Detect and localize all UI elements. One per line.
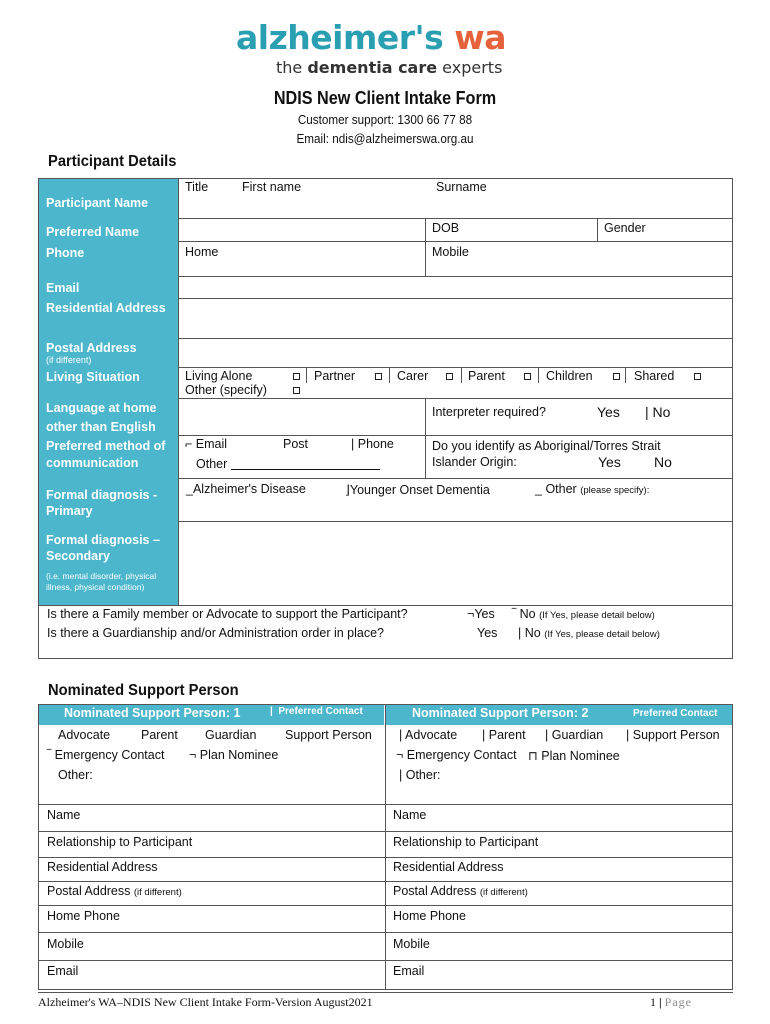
guardianship-yes[interactable]: Yes bbox=[477, 626, 498, 640]
field-first-name[interactable]: First name bbox=[242, 180, 302, 194]
p2-parent[interactable]: | Parent bbox=[482, 728, 526, 742]
aboriginal-question-1: Do you identify as Aboriginal/Torres Strait bbox=[432, 439, 661, 453]
p1-emergency-contact[interactable]: ‾ Emergency Contact bbox=[47, 748, 165, 762]
p2-postal[interactable]: Postal Address (if different) bbox=[393, 884, 528, 898]
p2-mobile[interactable]: Mobile bbox=[393, 937, 430, 951]
preferred-contact-2[interactable]: Preferred Contact bbox=[633, 708, 718, 719]
aboriginal-no[interactable]: No bbox=[654, 454, 672, 470]
p2-relationship[interactable]: Relationship to Participant bbox=[393, 835, 539, 849]
interpreter-no[interactable]: | No bbox=[645, 404, 671, 420]
contact-email: Email: ndis@alzheimerswa.org.au bbox=[296, 131, 474, 146]
label-diagnosis-secondary-2: Secondary bbox=[46, 549, 110, 563]
label-email: Email bbox=[46, 281, 80, 295]
p1-residential[interactable]: Residential Address bbox=[47, 860, 158, 874]
p1-mobile[interactable]: Mobile bbox=[47, 937, 84, 951]
label-phone: Phone bbox=[46, 246, 85, 260]
section-participant-details: Participant Details bbox=[48, 153, 177, 170]
footer-text: Alzheimer's WA–NDIS New Client Intake Form-Version August2021 bbox=[38, 995, 373, 1009]
option-parent[interactable]: Parent bbox=[468, 369, 505, 383]
field-home-phone[interactable]: Home bbox=[185, 245, 219, 259]
p1-relationship[interactable]: Relationship to Participant bbox=[47, 835, 193, 849]
field-mobile[interactable]: Mobile bbox=[432, 245, 469, 259]
option-children[interactable]: Children bbox=[546, 369, 593, 383]
p1-advocate[interactable]: Advocate bbox=[58, 728, 111, 742]
p1-guardian[interactable]: Guardian bbox=[205, 728, 257, 742]
family-advocate-yes[interactable]: ¬Yes bbox=[467, 607, 495, 621]
p2-emergency-contact[interactable]: ¬ Emergency Contact bbox=[396, 748, 517, 762]
option-partner[interactable]: Partner bbox=[314, 369, 355, 383]
page-number: 1 | Page bbox=[650, 995, 692, 1009]
label-residential-address: Residential Address bbox=[46, 301, 166, 315]
field-surname[interactable]: Surname bbox=[436, 180, 487, 194]
label-diagnosis-primary-2: Primary bbox=[46, 504, 93, 518]
option-post-contact[interactable]: Post bbox=[283, 437, 309, 451]
aboriginal-question-2: Islander Origin: bbox=[432, 455, 517, 469]
checkbox-shared[interactable] bbox=[694, 373, 701, 380]
label-diagnosis-note-2: illness, physical condition) bbox=[46, 582, 145, 592]
option-phone-contact[interactable]: | Phone bbox=[351, 437, 394, 451]
p2-name[interactable]: Name bbox=[393, 808, 427, 822]
p1-postal[interactable]: Postal Address (if different) bbox=[47, 884, 182, 898]
label-postal-note: (if different) bbox=[46, 355, 92, 365]
logo bbox=[236, 18, 506, 57]
preferred-contact-1[interactable]: | Preferred Contact bbox=[270, 706, 363, 717]
label-postal-address: Postal Address bbox=[46, 341, 137, 355]
checkbox-other[interactable] bbox=[293, 387, 300, 394]
p1-support-person[interactable]: Support Person bbox=[285, 728, 372, 742]
label-column bbox=[39, 179, 178, 605]
option-alzheimers[interactable]: _Alzheimer's Disease bbox=[186, 482, 306, 496]
p2-advocate[interactable]: | Advocate bbox=[399, 728, 458, 742]
checkbox-partner[interactable] bbox=[375, 373, 382, 380]
label-language-2: other than English bbox=[46, 420, 156, 434]
aboriginal-yes[interactable]: Yes bbox=[598, 454, 621, 470]
customer-support: Customer support: 1300 66 77 88 bbox=[297, 112, 473, 127]
label-preferred-name: Preferred Name bbox=[46, 225, 140, 239]
option-younger-onset[interactable]: ⌋Younger Onset Dementia bbox=[345, 483, 490, 497]
p2-other[interactable]: | Other: bbox=[399, 768, 441, 782]
label-diagnosis-primary-1: Formal diagnosis - bbox=[46, 488, 158, 502]
label-preferred-method-2: communication bbox=[46, 456, 139, 470]
field-dob[interactable]: DOB bbox=[432, 221, 460, 235]
p1-plan-nominee[interactable]: ¬ Plan Nominee bbox=[189, 748, 279, 762]
option-email-contact[interactable]: ⌐ Email bbox=[185, 437, 228, 451]
p1-other[interactable]: Other: bbox=[58, 768, 93, 782]
family-advocate-no[interactable]: ‾ No (If Yes, please detail below) bbox=[512, 607, 655, 621]
option-carer[interactable]: Carer bbox=[397, 369, 429, 383]
field-title[interactable]: Title bbox=[185, 180, 209, 194]
p1-home-phone[interactable]: Home Phone bbox=[47, 909, 120, 923]
p2-residential[interactable]: Residential Address bbox=[393, 860, 504, 874]
header-person-2: Nominated Support Person: 2 Preferred Contact bbox=[386, 705, 732, 725]
option-other-specify[interactable]: Other (specify) bbox=[185, 383, 267, 397]
label-preferred-method-1: Preferred method of bbox=[46, 439, 166, 453]
p2-plan-nominee[interactable]: ⊓ Plan Nominee bbox=[528, 749, 620, 763]
field-gender[interactable]: Gender bbox=[604, 221, 646, 235]
option-living-alone[interactable]: Living Alone bbox=[185, 369, 253, 383]
p2-email[interactable]: Email bbox=[393, 964, 425, 978]
interpreter-yes[interactable]: Yes bbox=[597, 404, 620, 420]
option-shared[interactable]: Shared bbox=[634, 369, 675, 383]
p1-parent[interactable]: Parent bbox=[141, 728, 178, 742]
header-person-1: Nominated Support Person: 1 | Preferred Contact bbox=[39, 705, 384, 725]
form-title: NDIS New Client Intake Form bbox=[273, 88, 497, 108]
logo-text-accent: wa bbox=[454, 18, 507, 57]
family-advocate-question: Is there a Family member or Advocate to support the Participant? bbox=[47, 607, 408, 621]
label-language-1: Language at home bbox=[46, 401, 157, 415]
p2-guardian[interactable]: | Guardian bbox=[545, 728, 604, 742]
label-diagnosis-note-1: (i.e. mental disorder, physical bbox=[46, 571, 157, 581]
p2-support-person[interactable]: | Support Person bbox=[626, 728, 720, 742]
guardianship-question: Is there a Guardianship and/or Administration order in place? bbox=[47, 626, 384, 640]
section-nominated-support: Nominated Support Person bbox=[48, 682, 239, 699]
label-living-situation: Living Situation bbox=[46, 370, 140, 384]
p2-home-phone[interactable]: Home Phone bbox=[393, 909, 466, 923]
checkbox-carer[interactable] bbox=[446, 373, 453, 380]
checkbox-children[interactable] bbox=[613, 373, 620, 380]
interpreter-question: Interpreter required? bbox=[432, 405, 546, 419]
guardianship-no[interactable]: | No (If Yes, please detail below) bbox=[518, 626, 660, 640]
checkbox-living-alone[interactable] bbox=[293, 373, 300, 380]
label-diagnosis-secondary-1: Formal diagnosis – bbox=[46, 533, 160, 547]
p1-email[interactable]: Email bbox=[47, 964, 79, 978]
logo-text-primary: alzheimer's bbox=[236, 18, 444, 57]
option-other-diagnosis[interactable]: _ Other (please specify): bbox=[535, 482, 650, 496]
option-other-contact[interactable]: Other bbox=[196, 457, 228, 471]
p1-name[interactable]: Name bbox=[47, 808, 81, 822]
label-participant-name: Participant Name bbox=[46, 196, 149, 210]
logo-tagline: the dementia care experts bbox=[276, 58, 503, 77]
checkbox-parent[interactable] bbox=[524, 373, 531, 380]
